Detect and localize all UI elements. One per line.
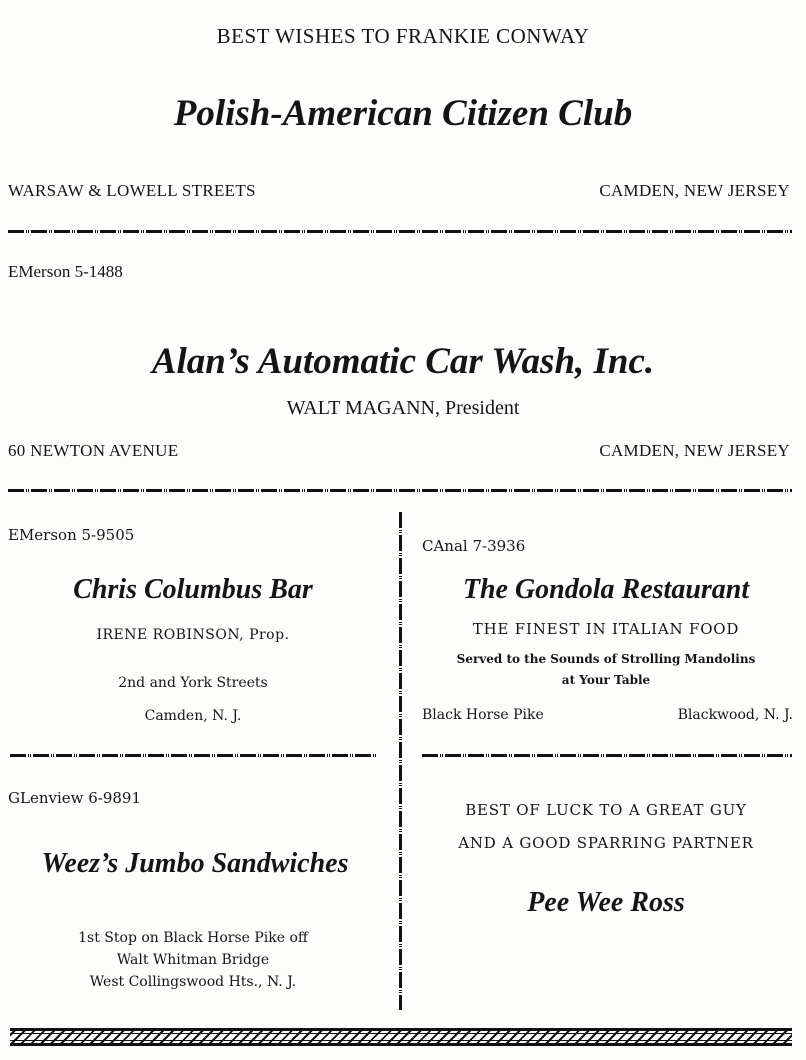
- car-wash-address-left: 60 NEWTON AVENUE: [8, 441, 179, 460]
- divider-rule: [10, 754, 376, 757]
- gondola-phone: CAnal 7-3936: [422, 537, 526, 555]
- weez-line2: Walt Whitman Bridge: [116, 952, 270, 968]
- gondola-line2: at Your Table: [561, 673, 651, 687]
- gondola-name: The Gondola Restaurant: [462, 574, 750, 605]
- weez-name: Weez’s Jumbo Sandwiches: [41, 848, 349, 879]
- polish-club-address-left: WARSAW & LOWELL STREETS: [8, 181, 256, 200]
- vertical-divider-rule: [399, 512, 402, 1010]
- pee-wee-line2: AND A GOOD SPARRING PARTNER: [458, 834, 754, 852]
- columbus-bar-phone: EMerson 5-9505: [8, 526, 135, 544]
- columbus-bar-street: 2nd and York Streets: [118, 675, 268, 691]
- decorative-border: [10, 1028, 792, 1046]
- gondola-tagline: THE FINEST IN ITALIAN FOOD: [472, 620, 740, 638]
- weez-line1: 1st Stop on Black Horse Pike off: [78, 930, 308, 946]
- dedication: BEST WISHES TO FRANKIE CONWAY: [216, 24, 590, 48]
- divider-rule: [8, 230, 792, 233]
- gondola-address-right: Blackwood, N. J.: [677, 707, 793, 723]
- weez-phone: GLenview 6-9891: [8, 789, 142, 807]
- pee-wee-line1: BEST OF LUCK TO A GREAT GUY: [465, 801, 747, 819]
- polish-club-address-right: CAMDEN, NEW JERSEY: [599, 181, 790, 200]
- polish-club-name: Polish-American Citizen Club: [173, 93, 633, 134]
- divider-rule: [8, 489, 792, 492]
- weez-line3: West Collingswood Hts., N. J.: [89, 974, 297, 990]
- columbus-bar-owner: IRENE ROBINSON, Prop.: [96, 627, 290, 643]
- gondola-line1: Served to the Sounds of Strolling Mandolins: [456, 652, 756, 666]
- car-wash-name: Alan’s Automatic Car Wash, Inc.: [151, 341, 655, 382]
- columbus-bar-city: Camden, N. J.: [144, 708, 242, 724]
- car-wash-phone: EMerson 5-1488: [8, 262, 123, 281]
- columbus-bar-name: Chris Columbus Bar: [73, 574, 313, 605]
- car-wash-owner: WALT MAGANN, President: [286, 397, 520, 419]
- divider-rule: [422, 754, 792, 757]
- pee-wee-name: Pee Wee Ross: [527, 887, 685, 918]
- car-wash-address-right: CAMDEN, NEW JERSEY: [599, 441, 790, 460]
- gondola-address-left: Black Horse Pike: [422, 707, 544, 723]
